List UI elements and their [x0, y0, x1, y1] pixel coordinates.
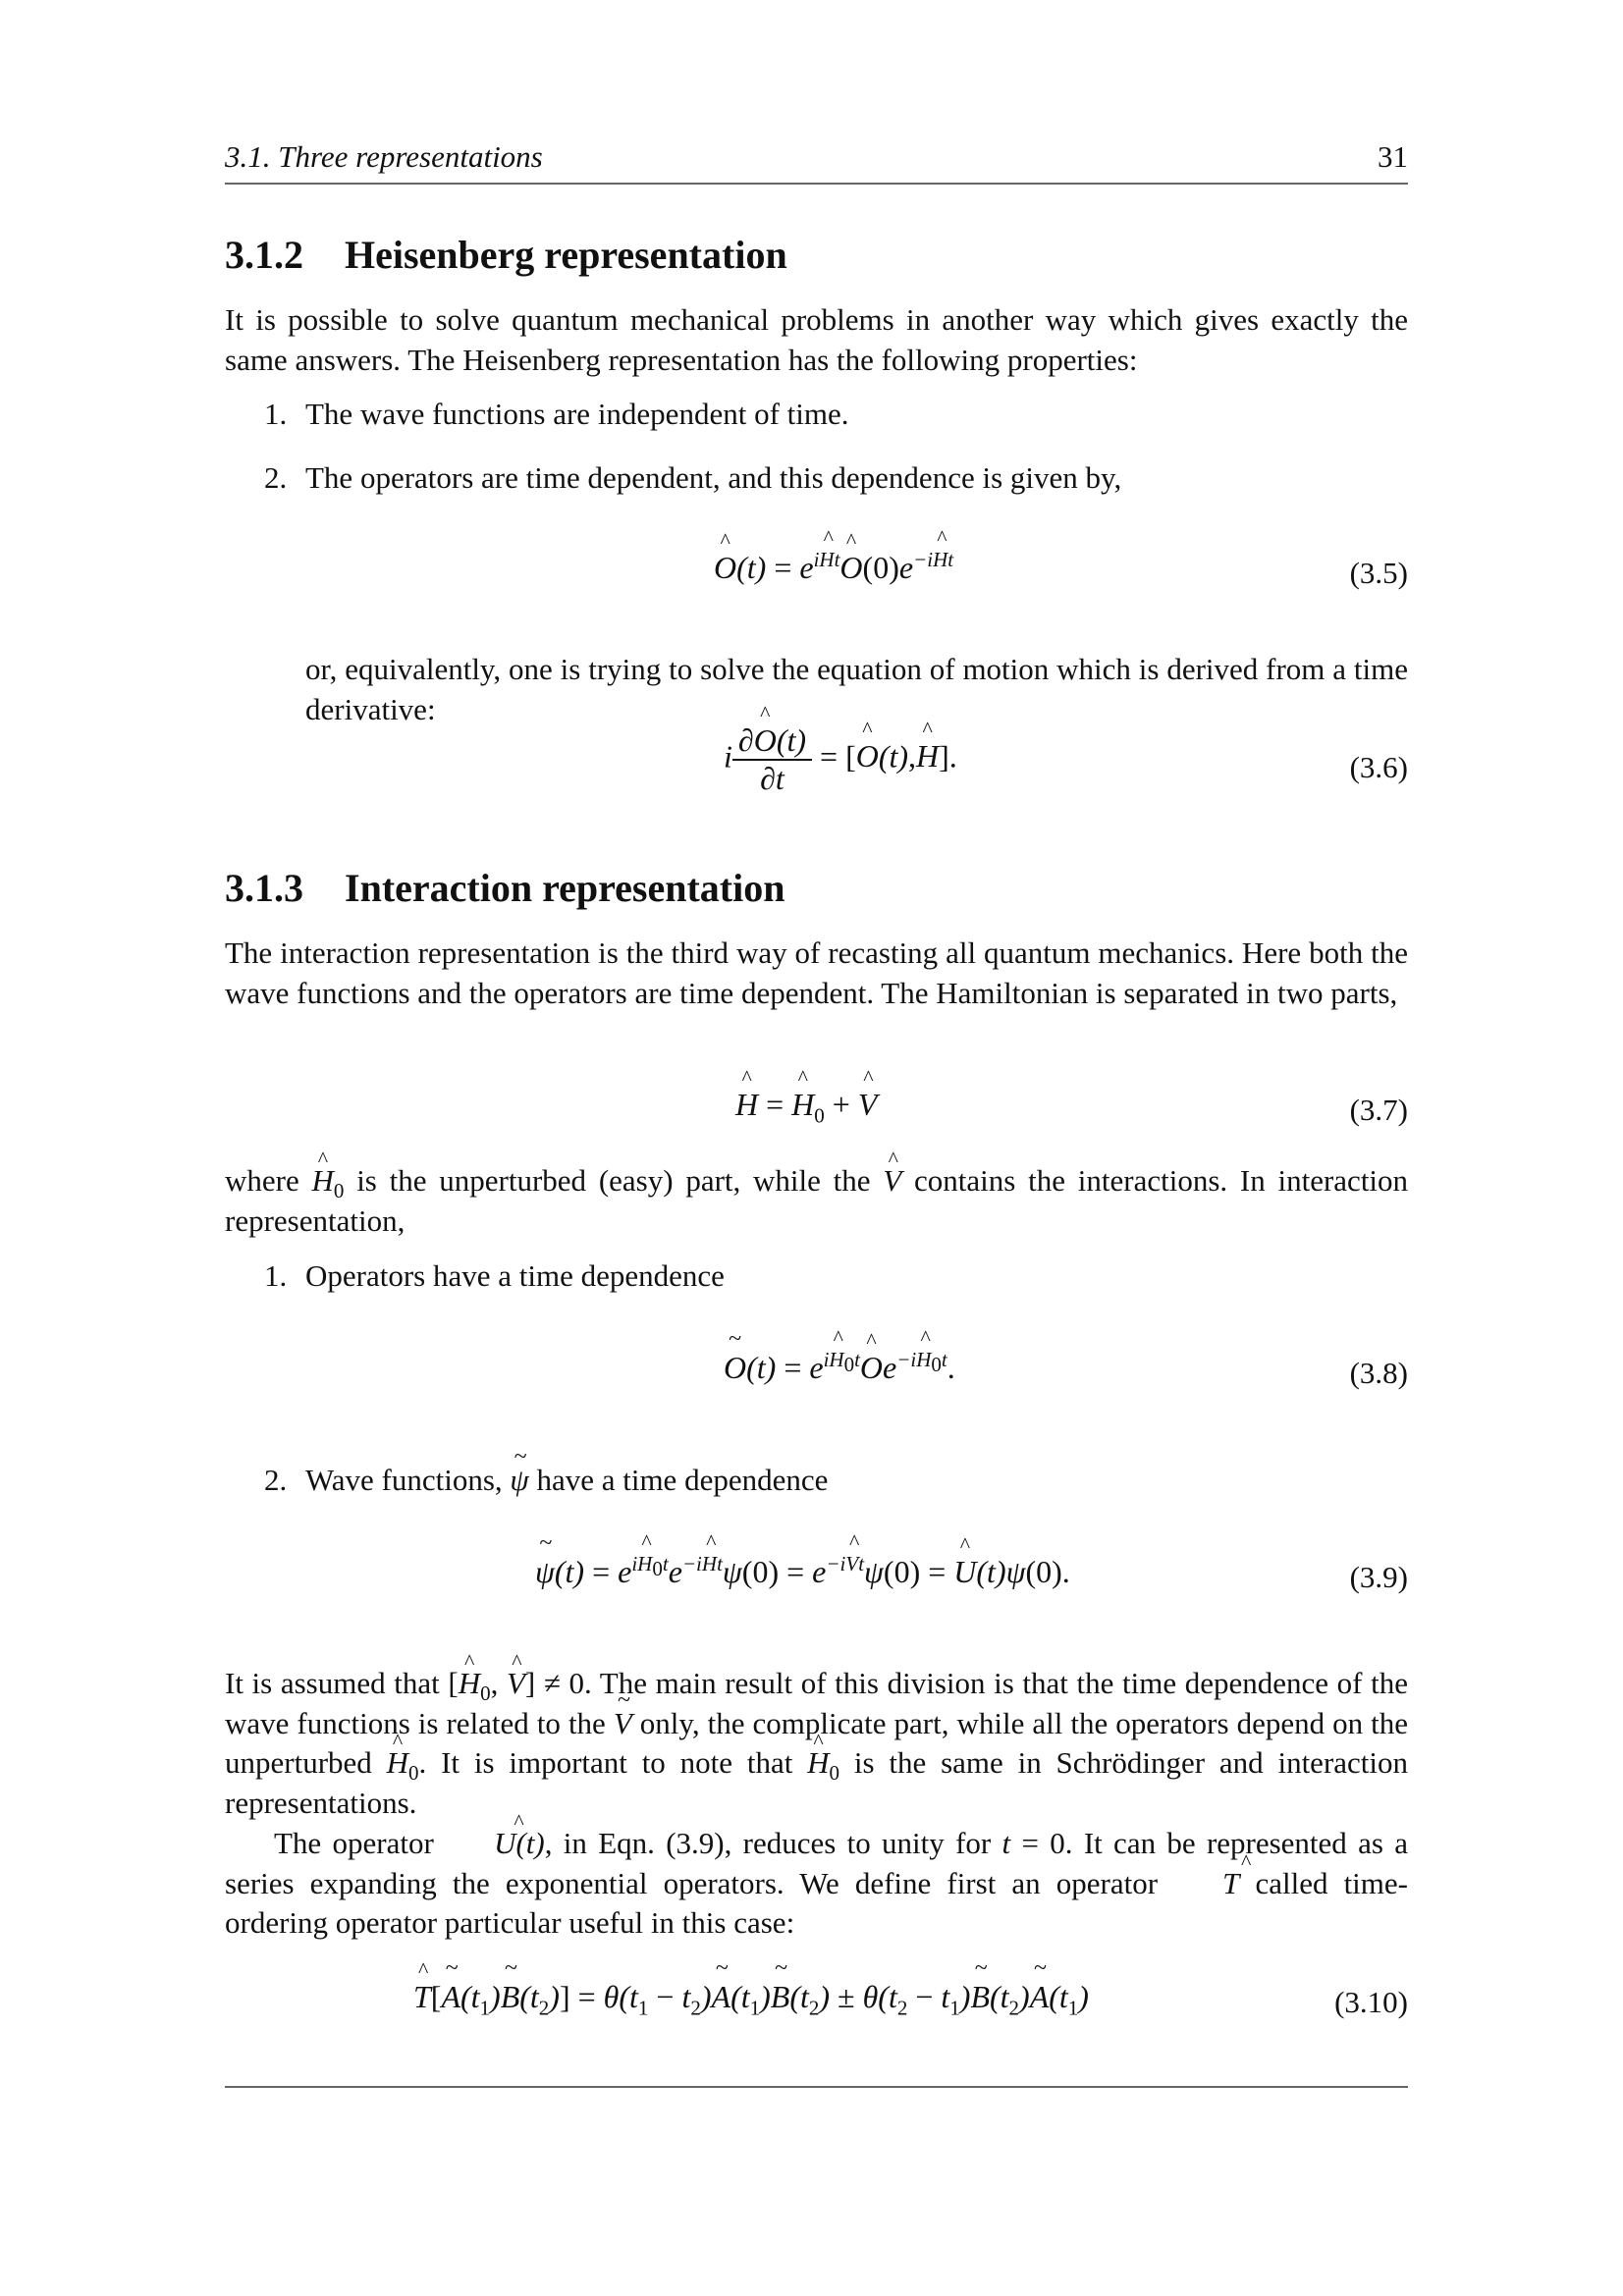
equation-3-8: [225, 1350, 1408, 1409]
paragraph-operator-u: The operator ^ U(t), in Eqn. (3.9), reduces to unity for t = 0. It can be represented as a series expanding the exponential operators. We define first an operator ^ T called time-ordering operator particular useful in this case:: [225, 1824, 1408, 1944]
equation-body: i $\frac{\partial\^{} O(t)}{\partial t}$ = [^ O(t),^ H].: [724, 722, 957, 797]
list-text: Wave functions, ~ ψ have a time dependence: [305, 1461, 828, 1500]
list-number: 1.: [264, 397, 288, 431]
running-header: [225, 139, 1408, 185]
equation-3-7: [225, 1087, 1408, 1146]
equation-3-5: [225, 550, 1408, 609]
page-number: 31: [1378, 139, 1408, 174]
paragraph-interaction: The interaction representation is the third way of recasting all quantum mechanics. Here both the wave functions and the operators are time dependent. The Hamiltonian is separated in two parts,: [225, 935, 1408, 1010]
equation-body: ^ $O(t) = e^{iHt}\^{}$ $O(0)e^{-iHt}$: [714, 550, 953, 586]
equation-number: (3.10): [1334, 1985, 1408, 2019]
list-number: 2.: [264, 460, 288, 495]
section-title: Interaction representation: [345, 866, 785, 910]
list-text: Operators have a time dependence: [305, 1258, 725, 1293]
equation-3-10: [225, 1979, 1408, 2038]
footer-rule: [225, 2086, 1408, 2088]
equation-number: (3.5): [1349, 556, 1408, 590]
section-number: 3.1.3: [225, 866, 303, 910]
equation-3-6: [225, 722, 1408, 811]
section-number: 3.1.2: [225, 233, 303, 277]
list-number: 2.: [264, 1463, 288, 1497]
equation-body: ^ H = ^ $H_0$ + ^ V: [735, 1087, 877, 1123]
equation-number: (3.6): [1349, 750, 1408, 784]
section-title: Heisenberg representation: [345, 233, 787, 277]
equation-body: ~ $O(t) = e^{iH_0t}\^{}$ $Oe^{-iH_0t}$.: [724, 1350, 955, 1386]
equation-number: (3.9): [1349, 1560, 1408, 1594]
equation-number: (3.7): [1349, 1093, 1408, 1127]
list-number: 1.: [264, 1258, 288, 1293]
running-title: 3.1. Three representations: [225, 139, 543, 174]
paragraph-equivalently: or, equivalently, one is trying to solve the equation of motion which is derived from a time derivative:: [305, 652, 1408, 726]
equation-body: ^ T[~ $A(t_1)\sim$ $B(t_2)] = \theta(t_1$ − $t_2)\sim$ $A(t_1)\sim$ $B(t_2) \pm \theta(t_2$ − $t_1)\sim$ $B(t_2)\sim$ $A(t_1)$: [413, 1979, 1089, 2015]
list-text: The operators are time dependent, and this dependence is given by,: [305, 460, 1122, 495]
list-text: The wave functions are independent of time.: [305, 397, 849, 431]
paragraph-assumed: It is assumed that [^ $H_0$, ^ V] ≠ 0. The main result of this division is that the time dependence of the wave functions is related to the ~ V only, the complicate part, while all the operators depend on the unperturbed ^ $H_0$. It is important to note that ^ $H_0$ is the same in Schrödinger and interaction representations.: [225, 1664, 1408, 1823]
paragraph-where: where ^ $H_0$ is the unperturbed (easy) part, while the ^ V contains the interactions. In interaction representation,: [225, 1161, 1408, 1241]
equation-body: ~ $\psi(t) = e^{iH_0t}e^{-iHt}\psi(0) = e^{-iVt}\psi(0)$ = ^ U(t)ψ(0).: [535, 1554, 1070, 1590]
equation-number: (3.8): [1349, 1356, 1408, 1390]
section-heading-3-1-2: [225, 232, 787, 278]
section-heading-3-1-3: [225, 865, 784, 911]
equation-3-9: [225, 1554, 1408, 1613]
paragraph-intro: It is possible to solve quantum mechanical problems in another way which gives exactly the same answers. The Heisenberg representation has the following properties:: [225, 302, 1408, 377]
